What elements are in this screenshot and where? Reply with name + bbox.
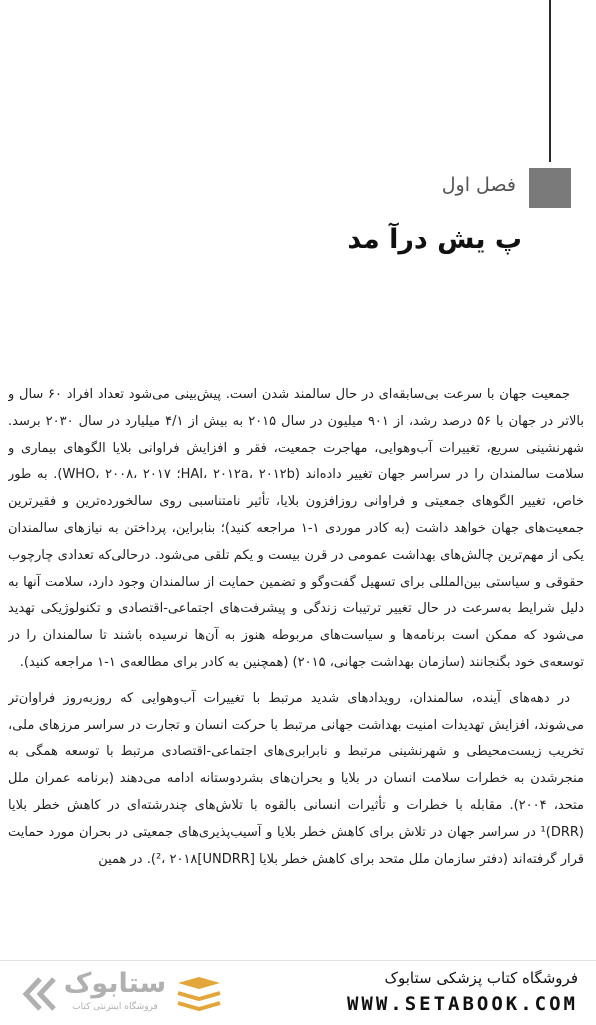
chapter-title: پ یش درآ مد (347, 224, 522, 255)
logo-tagline: فروشگاه اینترنتی کتاب (72, 1002, 158, 1012)
book-stack-icon (174, 975, 224, 1015)
logo-text: ستابوک (63, 968, 167, 999)
body-text (8, 382, 584, 960)
setabook-logo[interactable] (20, 968, 170, 1017)
paragraph-2: در دهه‌های آینده، سالمندان، رویدادهای شدید مرتبط با تغییرات آب‌وهوایی که روزبه‌روز فراوان‌تر می‌شوند، افزایش تهدیدات امنیت بهداشت جهانی مرتبط با حرکت انسان و تجارت در سراسر مرزهای ملی، تخریب زیست‌محیطی و شهرنشینی مرتبط و نابرابری‌های اجتماعی-اقتصادی مرتبط با توسعه همگی به منجرشدن به خطرات سلامت انسان در بلایا و بحران‌های بشردوستانه ادامه می‌دهند (برنامه عمران ملل متحد، ۲۰۰۴). مقابله با خطرات و تأثیرات انسانی بالقوه با تلاش‌های چندرشته‌ای در کاهش خطر بلایا (DRR)¹ در سراسر جهان در تلاش برای کاهش خطر بلایا و آسیب‌پذیری‌های جمعیتی در بحران مورد حمایت قرار گرفته‌اند (دفتر سازمان ملل متحد برای کاهش خطر بلایا [UNDRR]²، ۲۰۱۸). در همین (8, 690, 584, 867)
footer-banner (0, 960, 596, 1025)
store-name: فروشگاه کتاب پزشکی ستابوک (384, 969, 578, 987)
chapter-divider-line (549, 0, 551, 162)
store-url-link[interactable]: WWW.SETABOOK.COM (346, 993, 578, 1015)
double-chevron-icon (20, 971, 60, 1017)
paragraph-1: جمعیت جهان با سرعت بی‌سابقه‌ای در حال سالمند شدن است. پیش‌بینی می‌شود تعداد افراد ۶۰ سال و بالاتر در جهان با ۵۶ درصد رشد، از ۹۰۱ میلیون در سال ۲۰۱۵ به بیش از ۴/۱ میلیارد در سال ۲۰۳۰ برسد. شهرنشینی سریع، تغییرات آب‌وهوایی، مهاجرت جمعیت، فقر و افزایش فراوانی بلایا الگوهای بیماری و سلامت سالمندان را در سراسر جهان تغییر داده‌اند (HAI، ۲۰۱۲a، ۲۰۱۲b؛ WHO، ۲۰۰۸، ۲۰۱۷). به طور خاص، تغییر الگوهای جمعیتی و فراوانی روزافزون بلایا، تأثیر نامتناسبی روی سالخورده‌ترین و فقیرترین جمعیت‌های جهان خواهد داشت (به کادر موردی ۱-۱ مراجعه کنید)؛ بنابراین، پرداختن به نیازهای سالمندان یکی از مهم‌ترین چالش‌های بهداشت عمومی در قرن بیست و یکم تلقی می‌شود. درحالی‌که تعدادی چارچوب حقوقی و سیاستی بین‌المللی برای تسهیل گفت‌وگو و تضمین حمایت از سالمندان وجود دارد، سلامت آنها به دلیل شرایط به‌سرعت در حال تغییر ترتیبات زندگی و پیشرفت‌های اجتماعی-اقتصادی و تکنولوژیکی تهدید می‌شود که ممکن است برنامه‌ها و سیاست‌های مربوطه هنوز به آن‌ها نرسیده باشند تا سالمندان را در توسعه‌ی خود بگنجانند (سازمان بهداشت جهانی، ۲۰۱۵) (همچنین به کادر برای مطالعه‌ی ۱-۱ مراجعه کنید). (8, 387, 584, 670)
chapter-label: فصل اول (441, 174, 516, 196)
chapter-marker-box (529, 168, 571, 208)
